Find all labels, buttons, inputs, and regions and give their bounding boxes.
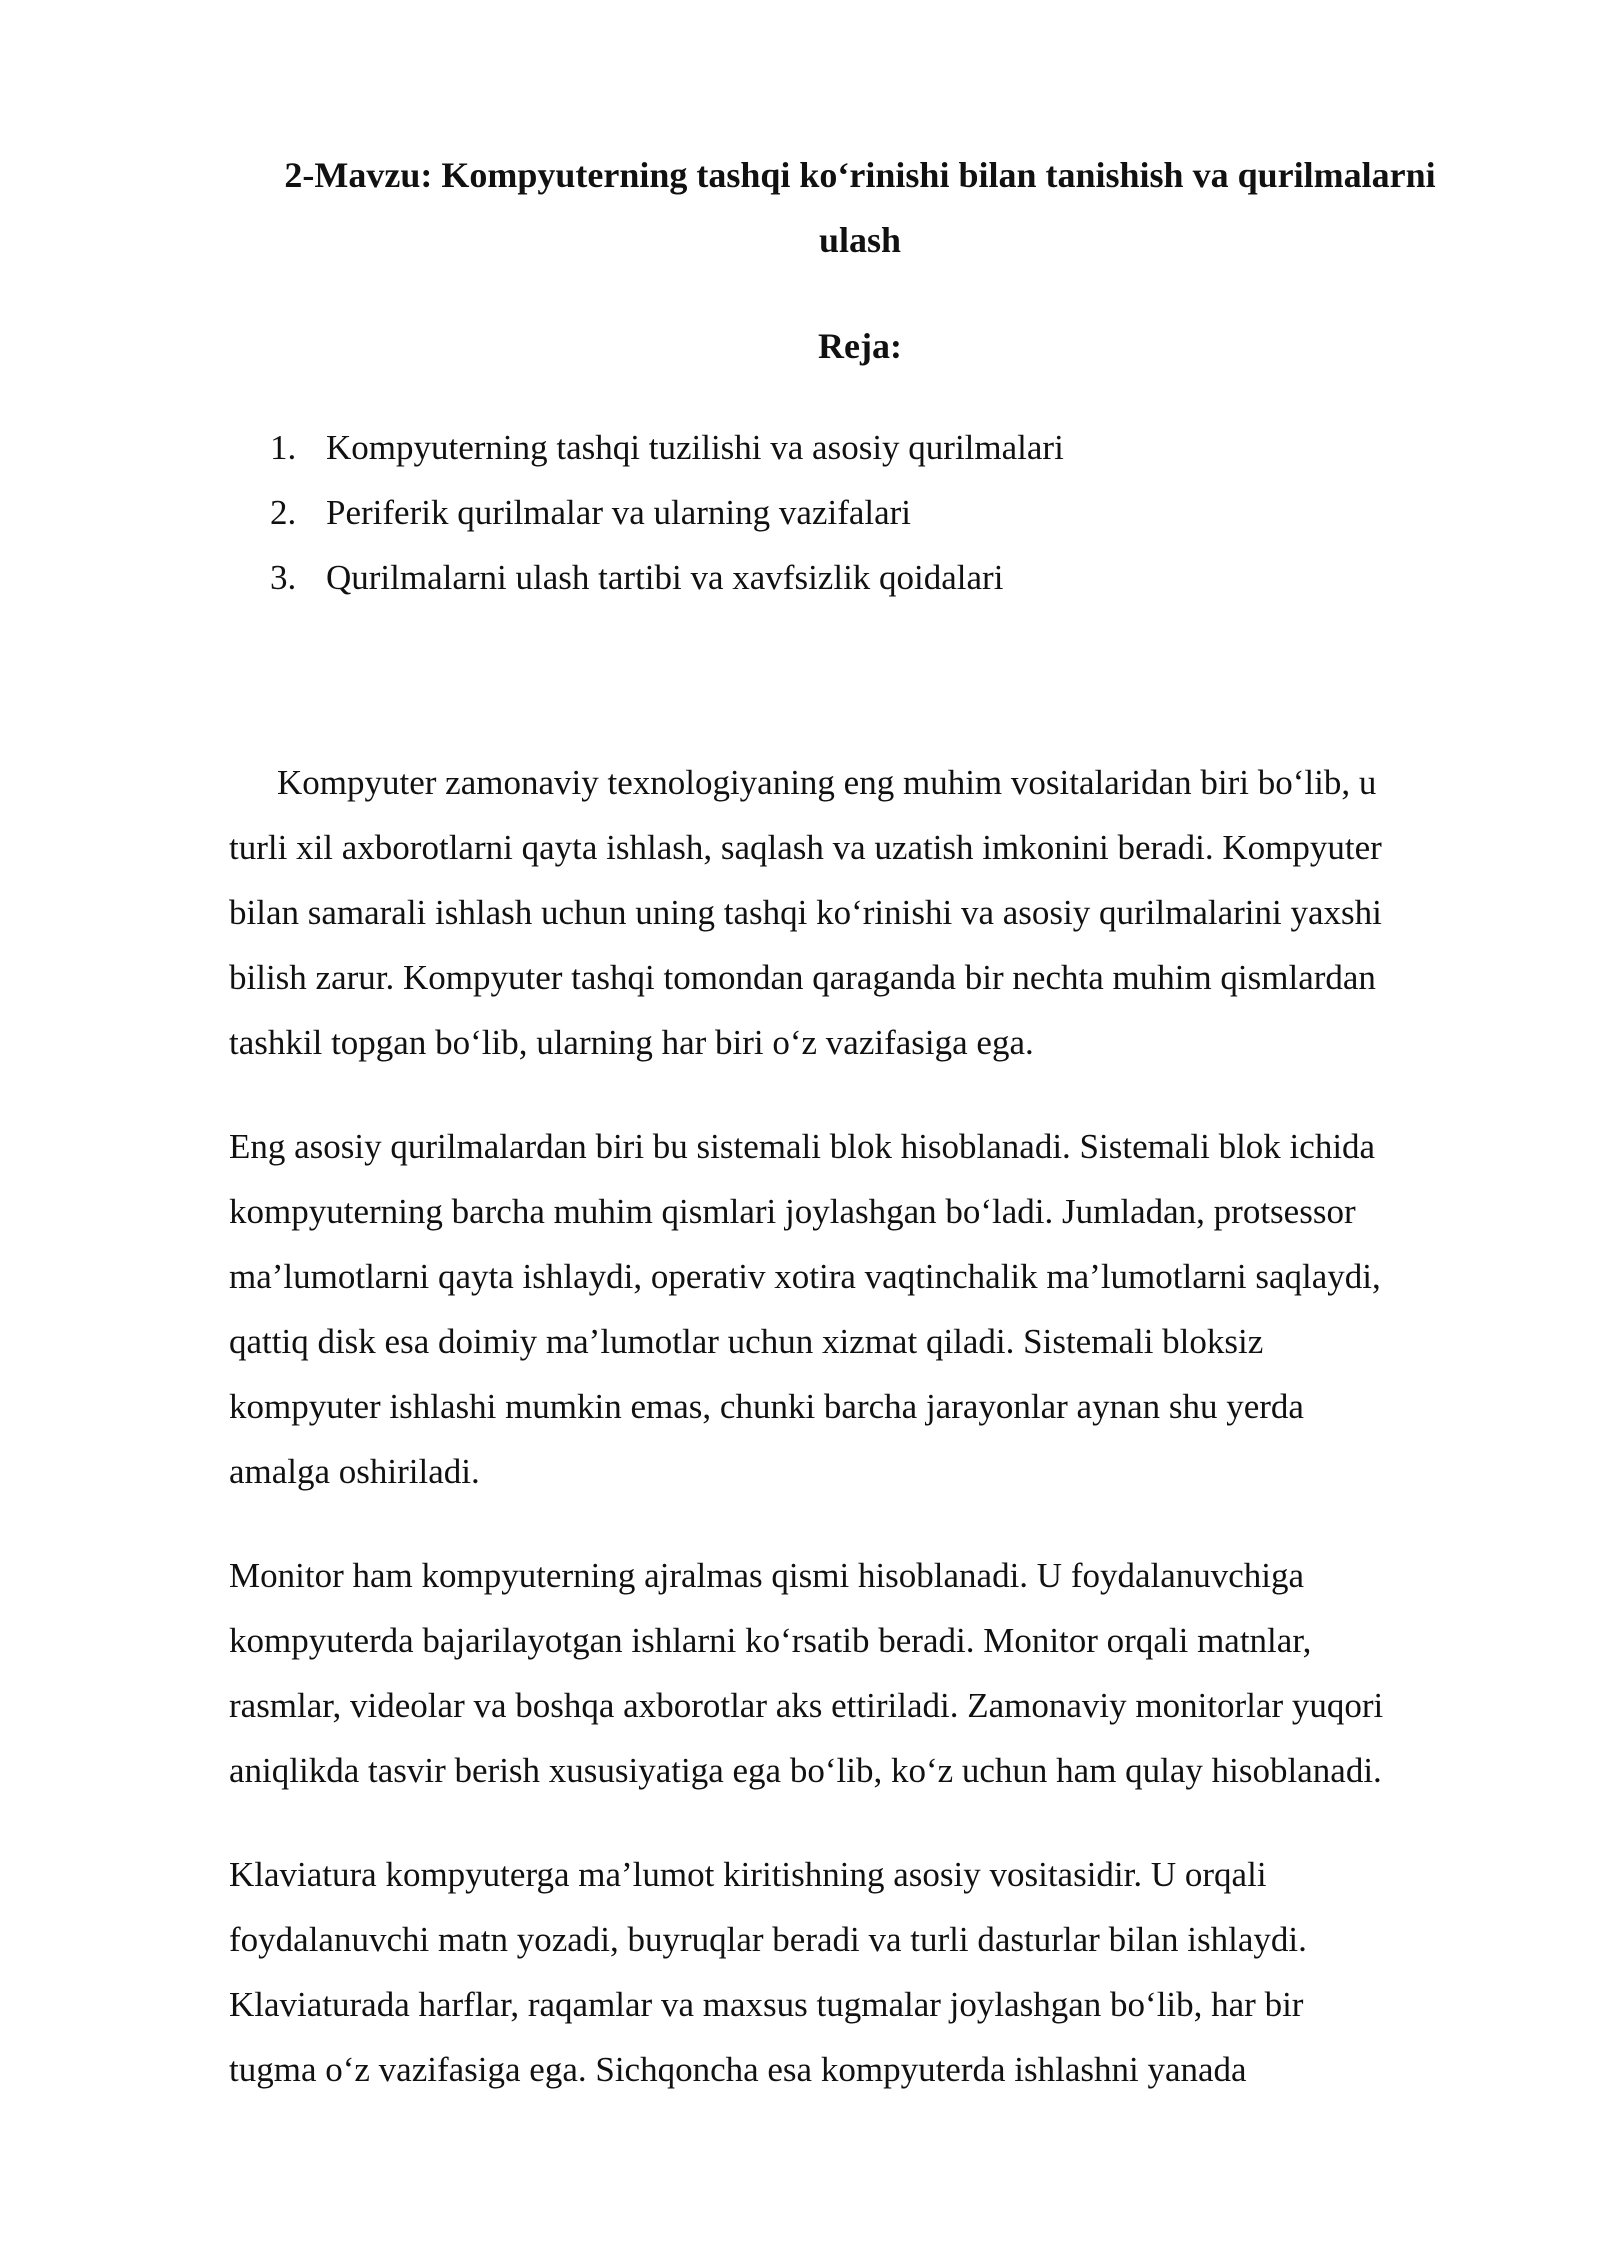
title-line: 2-Mavzu: Kompyuterning tashqi ko‘rinishi bilan tanishish va qurilmalarni [284,155,1436,195]
plan-item [270,480,1470,545]
paragraph [229,750,1489,1075]
paragraph-line: bilish zarur. Kompyuter tashqi tomondan qaraganda bir nechta muhim qismlardan [229,958,1376,997]
plan-item-text: Qurilmalarni ulash tartibi va xavfsizlik qoidalari [326,558,1004,597]
plan-item [270,415,1470,480]
paragraph-line: rasmlar, videolar va boshqa axborotlar aks ettiriladi. Zamonaviy monitorlar yuqori [229,1686,1384,1725]
plan-item-number: 2. [270,493,297,532]
paragraph-line: Kompyuter zamonaviy texnologiyaning eng muhim vositalaridan biri bo‘lib, u [277,763,1377,802]
paragraph [229,1114,1489,1504]
paragraph-line: Klaviatura kompyuterga ma’lumot kiritishning asosiy vositasidir. U orqali [229,1855,1267,1894]
plan-item [270,545,1470,610]
plan-item-text: Periferik qurilmalar va ularning vazifalari [326,493,912,532]
plan-heading: Reja: [818,326,902,366]
paragraph-line: kompyuterda bajarilayotgan ishlarni ko‘rsatib beradi. Monitor orqali matnlar, [229,1621,1312,1660]
paragraph-line: aniqlikda tasvir berish xususiyatiga ega bo‘lib, ko‘z uchun ham qulay hisoblanadi. [229,1751,1382,1790]
plan-list [270,415,1470,610]
paragraph-line: foydalanuvchi matn yozadi, buyruqlar beradi va turli dasturlar bilan ishlaydi. [229,1920,1307,1959]
title-line: ulash [818,220,902,260]
body-text [229,750,1489,2141]
plan-item-number: 3. [270,558,297,597]
paragraph-line: amalga oshiriladi. [229,1452,480,1491]
plan-item-text: Kompyuterning tashqi tuzilishi va asosiy qurilmalari [326,428,1064,467]
paragraph-line: qattiq disk esa doimiy ma’lumotlar uchun xizmat qiladi. Sistemali bloksiz [229,1322,1264,1361]
plan-item-number: 1. [270,428,297,467]
paragraph [229,1543,1489,1803]
paragraph-line: kompyuterning barcha muhim qismlari joylashgan bo‘ladi. Jumladan, protsessor [229,1192,1356,1231]
paragraph-line: tugma o‘z vazifasiga ega. Sichqoncha esa kompyuterda ishlashni yanada [229,2050,1247,2089]
paragraph-line: turli xil axborotlarni qayta ishlash, saqlash va uzatish imkonini beradi. Kompyuter [229,828,1382,867]
paragraph-line: tashkil topgan bo‘lib, ularning har biri o‘z vazifasiga ega. [229,1023,1034,1062]
paragraph-line: Monitor ham kompyuterning ajralmas qismi hisoblanadi. U foydalanuvchiga [229,1556,1305,1595]
paragraph-line: kompyuter ishlashi mumkin emas, chunki barcha jarayonlar aynan shu yerda [229,1387,1304,1426]
paragraph-line: ma’lumotlarni qayta ishlaydi, operativ xotira vaqtinchalik ma’lumotlarni saqlaydi, [229,1257,1381,1296]
paragraph [229,1842,1489,2102]
paragraph-line: Klaviaturada harflar, raqamlar va maxsus tugmalar joylashgan bo‘lib, har bir [229,1985,1304,2024]
paragraph-line: Eng asosiy qurilmalardan biri bu sistemali blok hisoblanadi. Sistemali blok ichida [229,1127,1376,1166]
document-title [230,143,1490,273]
paragraph-line: bilan samarali ishlash uchun uning tashqi ko‘rinishi va asosiy qurilmalarini yaxshi [229,893,1382,932]
